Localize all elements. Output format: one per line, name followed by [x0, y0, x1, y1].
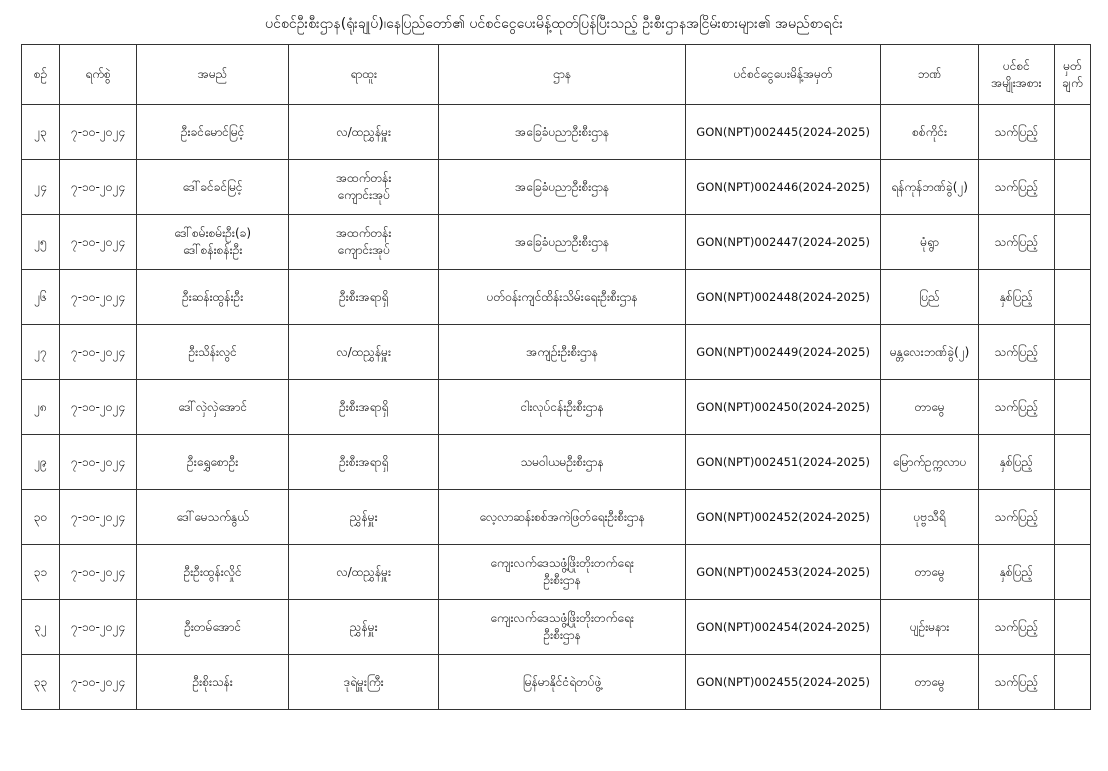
cell-position [289, 490, 439, 545]
cell-permit-number: GON(NPT)002445(2024-2025) [685, 105, 880, 160]
cell-remark [1054, 105, 1090, 160]
cell-pension-type: သက်ပြည့် [978, 600, 1054, 655]
cell-treasury: ပျဉ်းမနား [881, 600, 979, 655]
cell-name-line1: ဒေါ်စမ်းစမ်းဦး(ခ) [174, 226, 252, 240]
cell-name-line1: ဒေါ်ခင်ခင်မြင့် [182, 179, 243, 194]
cell-remark [1054, 160, 1090, 215]
cell-name [137, 215, 289, 270]
cell-department-line1: အခြေခံပညာဦးစီးဌာန [515, 124, 610, 139]
cell-treasury: ရန်ကုန်ဘဏ်ခွဲ(၂) [881, 160, 979, 215]
cell-treasury: တာမွေ [881, 655, 979, 710]
cell-position-line1: အထက်တန်း [336, 226, 392, 240]
cell-position-line1: ဦးစီးအရာရှိ [339, 399, 389, 414]
cell-no: ၃၃ [22, 655, 60, 710]
cell-treasury: တာမွေ [881, 545, 979, 600]
table-row [22, 270, 1091, 325]
cell-no: ၂၃ [22, 105, 60, 160]
table-row [22, 105, 1091, 160]
cell-no: ၂၈ [22, 380, 60, 435]
cell-permit-number: GON(NPT)002446(2024-2025) [685, 160, 880, 215]
cell-name-line1: ဦးခင်မောင်မြင့် [180, 124, 245, 139]
cell-permit-number: GON(NPT)002452(2024-2025) [685, 490, 880, 545]
cell-permit-number: GON(NPT)002449(2024-2025) [685, 325, 880, 380]
table-row [22, 325, 1091, 380]
cell-name-line1: ဦးတမ်အောင် [184, 619, 242, 634]
cell-permit-number: GON(NPT)002455(2024-2025) [685, 655, 880, 710]
cell-date: ၇-၁၀-၂၀၂၄ [60, 545, 137, 600]
cell-department [439, 655, 686, 710]
table-row [22, 435, 1091, 490]
cell-date: ၇-၁၀-၂၀၂၄ [60, 655, 137, 710]
table-row [22, 160, 1091, 215]
cell-name-line1: ဦးဦးထွန်းလှိုင် [183, 564, 242, 579]
cell-department [439, 380, 686, 435]
header-treasury: ဘဏ် [881, 45, 979, 105]
table-row [22, 600, 1091, 655]
cell-position [289, 380, 439, 435]
cell-position-line1: လ/ထညွှန်မှူး [336, 344, 392, 359]
header-pension-type-line2: အမျိုးအစား [991, 75, 1042, 90]
cell-position-line2: ကျောင်းအုပ် [337, 243, 391, 257]
table-row [22, 545, 1091, 600]
cell-remark [1054, 380, 1090, 435]
table-row [22, 490, 1091, 545]
cell-name [137, 490, 289, 545]
cell-date: ၇-၁၀-၂၀၂၄ [60, 600, 137, 655]
cell-pension-type: နှစ်ပြည့် [978, 545, 1054, 600]
cell-department-line1: ငါးလုပ်ငန်းဦးစီးဌာန [520, 399, 604, 414]
cell-remark [1054, 490, 1090, 545]
cell-department [439, 325, 686, 380]
cell-no: ၃၀ [22, 490, 60, 545]
cell-remark [1054, 435, 1090, 490]
cell-position [289, 325, 439, 380]
cell-name-line2: ဒေါ်စန်းစန်းဦး [182, 243, 243, 257]
cell-department [439, 270, 686, 325]
cell-department-line1: အခြေခံပညာဦးစီးဌာန [515, 234, 610, 249]
cell-treasury: တာမွေ [881, 380, 979, 435]
cell-position [289, 160, 439, 215]
cell-name-line1: ဦးစိုးသန်း [192, 674, 233, 689]
header-no: စဉ် [22, 45, 60, 105]
table-row [22, 655, 1091, 710]
cell-permit-number: GON(NPT)002447(2024-2025) [685, 215, 880, 270]
cell-position-line2: ကျောင်းအုပ် [337, 188, 391, 202]
cell-permit-number: GON(NPT)002450(2024-2025) [685, 380, 880, 435]
cell-treasury: ပြည် [881, 270, 979, 325]
cell-pension-type: သက်ပြည့် [978, 380, 1054, 435]
cell-position [289, 655, 439, 710]
cell-department-line1: အခြေခံပညာဦးစီးဌာန [515, 179, 610, 194]
cell-department [439, 490, 686, 545]
cell-department [439, 435, 686, 490]
cell-permit-number: GON(NPT)002451(2024-2025) [685, 435, 880, 490]
cell-name [137, 545, 289, 600]
cell-pension-type: သက်ပြည့် [978, 490, 1054, 545]
cell-no: ၂၅ [22, 215, 60, 270]
cell-pension-type: သက်ပြည့် [978, 215, 1054, 270]
cell-remark [1054, 325, 1090, 380]
cell-department-line1: အကျဉ်းဦးစီးဌာန [526, 344, 598, 359]
table-row [22, 215, 1091, 270]
cell-pension-type: သက်ပြည့် [978, 655, 1054, 710]
cell-department-line1: မြန်မာနိုင်ငံရဲတပ်ဖွဲ့ [522, 674, 602, 689]
cell-position [289, 435, 439, 490]
cell-department-line1: ကျေးလက်ဒေသဖွံ့ဖြိုးတိုးတက်ရေး [490, 611, 634, 625]
cell-remark [1054, 545, 1090, 600]
cell-department-line2: ဦးစီးဌာန [543, 628, 581, 642]
cell-department [439, 105, 686, 160]
cell-date: ၇-၁၀-၂၀၂၄ [60, 325, 137, 380]
cell-department [439, 160, 686, 215]
cell-date: ၇-၁၀-၂၀၂၄ [60, 270, 137, 325]
cell-department-line1: လေ့လာဆန်းစစ်အကဲဖြတ်ရေးဦးစီးဌာန [479, 509, 645, 524]
cell-position [289, 105, 439, 160]
header-position: ရာထူး [289, 45, 439, 105]
cell-treasury: မြောက်ဥက္ကလာပ [881, 435, 979, 490]
cell-date: ၇-၁၀-၂၀၂၄ [60, 490, 137, 545]
table-header-row [22, 45, 1091, 105]
cell-position-line1: ဦးစီးအရာရှိ [339, 454, 389, 469]
cell-no: ၃၁ [22, 545, 60, 600]
header-department: ဌာန [439, 45, 686, 105]
cell-remark [1054, 270, 1090, 325]
cell-position-line1: ညွှန်မှူး [349, 509, 378, 524]
table-row [22, 380, 1091, 435]
header-permit-number: ပင်စင်ငွေပေးမိန့်အမှတ် [685, 45, 880, 105]
cell-department-line2: ဦးစီးဌာန [543, 573, 581, 587]
cell-permit-number: GON(NPT)002448(2024-2025) [685, 270, 880, 325]
cell-department-line1: ကျေးလက်ဒေသဖွံ့ဖြိုးတိုးတက်ရေး [490, 556, 634, 570]
cell-no: ၃၂ [22, 600, 60, 655]
header-name: အမည် [137, 45, 289, 105]
document-title: ပင်စင်ဦးစီးဌာန(ရုံးချုပ်)၊နေပြည်တော်၏ ပင်စင်ငွေပေးမိန့်ထုတ်ပြန်ပြီးသည့် ဦးစီးဌာနအငြိမ်းစားများ၏ အမည်စာရင်း [265, 16, 843, 32]
cell-pension-type: နှစ်ပြည့် [978, 435, 1054, 490]
cell-position-line1: ညွှန်မှူး [349, 619, 378, 634]
cell-department-line1: ပတ်ဝန်းကျင်ထိန်းသိမ်းရေးဦးစီးဌာန [486, 289, 638, 304]
cell-permit-number: GON(NPT)002454(2024-2025) [685, 600, 880, 655]
cell-name-line1: ဒေါ်မေသက်နွယ် [176, 509, 249, 524]
cell-date: ၇-၁၀-၂၀၂၄ [60, 160, 137, 215]
cell-name [137, 600, 289, 655]
cell-no: ၂၆ [22, 270, 60, 325]
cell-no: ၂၉ [22, 435, 60, 490]
cell-remark [1054, 655, 1090, 710]
cell-pension-type: သက်ပြည့် [978, 325, 1054, 380]
header-remark-line1: မှတ် [1063, 58, 1082, 73]
cell-position-line1: လ/ထညွှန်မှူး [336, 124, 392, 139]
cell-remark [1054, 215, 1090, 270]
cell-name [137, 655, 289, 710]
cell-pension-type: သက်ပြည့် [978, 160, 1054, 215]
cell-permit-number: GON(NPT)002453(2024-2025) [685, 545, 880, 600]
cell-position-line1: လ/ထညွှန်မှူး [336, 564, 392, 579]
header-date: ရက်စွဲ [60, 45, 137, 105]
cell-position [289, 215, 439, 270]
cell-name-line1: ဦးသိန်းလွင် [188, 344, 237, 359]
cell-date: ၇-၁၀-၂၀၂၄ [60, 435, 137, 490]
cell-name [137, 270, 289, 325]
cell-name-line1: ဦးရွှေစောဦး [187, 454, 239, 469]
cell-remark [1054, 600, 1090, 655]
cell-position [289, 545, 439, 600]
pension-roster-table [21, 44, 1091, 710]
header-pension-type-line1: ပင်စင် [1003, 58, 1030, 73]
header-remark-line2: ချက် [1062, 75, 1083, 90]
cell-department [439, 600, 686, 655]
cell-treasury: မန္တလေးဘဏ်ခွဲ(၂) [881, 325, 979, 380]
cell-date: ၇-၁၀-၂၀၂၄ [60, 380, 137, 435]
cell-name [137, 325, 289, 380]
cell-position-line1: အထက်တန်း [336, 171, 392, 185]
cell-name-line1: ဒေါ်လှဲလှဲအောင် [178, 399, 248, 414]
cell-date: ၇-၁၀-၂၀၂၄ [60, 215, 137, 270]
cell-treasury: စစ်ကိုင်း [881, 105, 979, 160]
cell-pension-type: နှစ်ပြည့် [978, 270, 1054, 325]
cell-department [439, 545, 686, 600]
cell-treasury: ပုဗ္ဗသီရိ [881, 490, 979, 545]
cell-position-line1: ဒုရဲမှူးကြီး [343, 674, 384, 689]
cell-position [289, 270, 439, 325]
cell-department [439, 215, 686, 270]
cell-name [137, 435, 289, 490]
cell-name-line1: ဦးဆန်းထွန်းဦး [182, 289, 244, 304]
cell-no: ၂၇ [22, 325, 60, 380]
cell-department-line1: သမဝါယမဦးစီးဌာန [520, 454, 604, 469]
cell-position-line1: ဦးစီးအရာရှိ [339, 289, 389, 304]
cell-pension-type: သက်ပြည့် [978, 105, 1054, 160]
cell-name [137, 160, 289, 215]
cell-name [137, 380, 289, 435]
cell-no: ၂၄ [22, 160, 60, 215]
cell-treasury: မုံရွာ [881, 215, 979, 270]
cell-date: ၇-၁၀-၂၀၂၄ [60, 105, 137, 160]
cell-name [137, 105, 289, 160]
header-pension-type [978, 45, 1054, 105]
header-remark [1054, 45, 1090, 105]
cell-position [289, 600, 439, 655]
